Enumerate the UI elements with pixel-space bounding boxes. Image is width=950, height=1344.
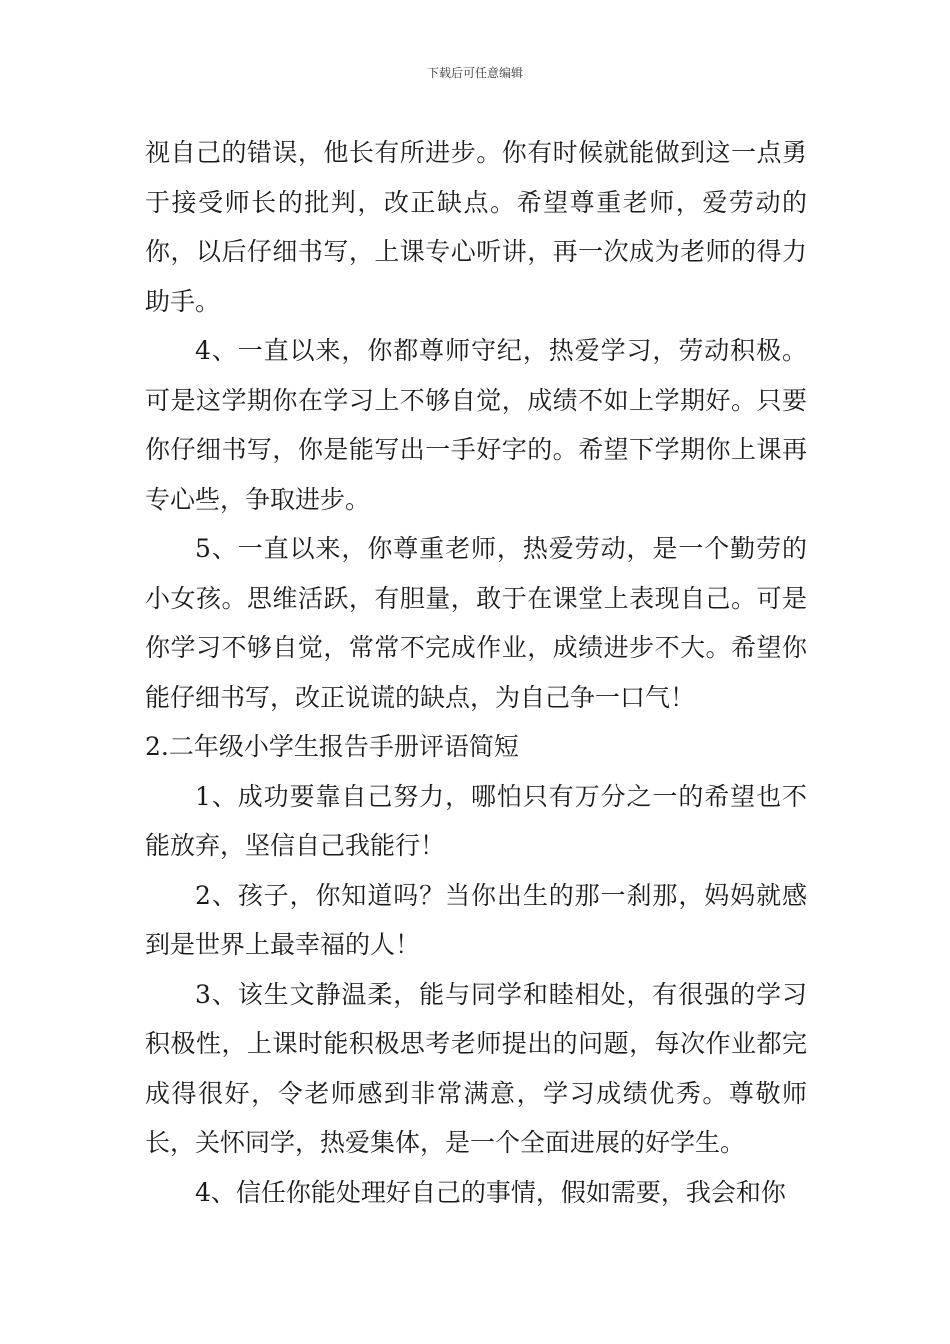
comment-item-2: 2、孩子，你知道吗？当你出生的那一刹那，妈妈就感到是世界上最幸福的人！ [145,880,807,959]
document-body [145,128,807,1217]
comment-item-1: 1、成功要靠自己努力，哪怕只有万分之一的希望也不能放弃，坚信自己我能行！ [145,781,807,860]
comment-item-5: 5、一直以来，你尊重老师，热爱劳动，是一个勤劳的小女孩。思维活跃，有胆量，敢于在课堂上表现自己。可是你学习不够自觉，常常不完成作业，成绩进步不大。希望你能仔细书写，改正说谎的缺点，为自己争一口气！ [145,534,807,712]
comment-item-4-partial: 4、信任你能处理好自己的事情，假如需要，我会和你 [195,1177,786,1207]
page-header-note: 下载后可任意编辑 [426,66,523,80]
comment-item-3: 3、该生文静温柔，能与同学和睦相处，有很强的学习积极性，上课时能积极思考老师提出的问题，每次作业都完成得很好，令老师感到非常满意，学习成绩优秀。尊敬师长，关怀同学，热爱集体，是一个全面进展的好学生。 [145,979,807,1157]
section-heading: 2.二年级小学生报告手册评语简短 [145,732,519,761]
comment-item-4: 4、一直以来，你都尊师守纪，热爱学习，劳动积极。可是这学期你在学习上不够自觉，成绩不如上学期好。只要你仔细书写，你是能写出一手好字的。希望下学期你上课再专心些，争取进步。 [145,336,807,514]
paragraph-continuation: 视自己的错误，他长有所进步。你有时候就能做到这一点勇于接受师长的批判，改正缺点。希望尊重老师，爱劳动的你，以后仔细书写，上课专心听讲，再一次成为老师的得力助手。 [145,138,807,316]
